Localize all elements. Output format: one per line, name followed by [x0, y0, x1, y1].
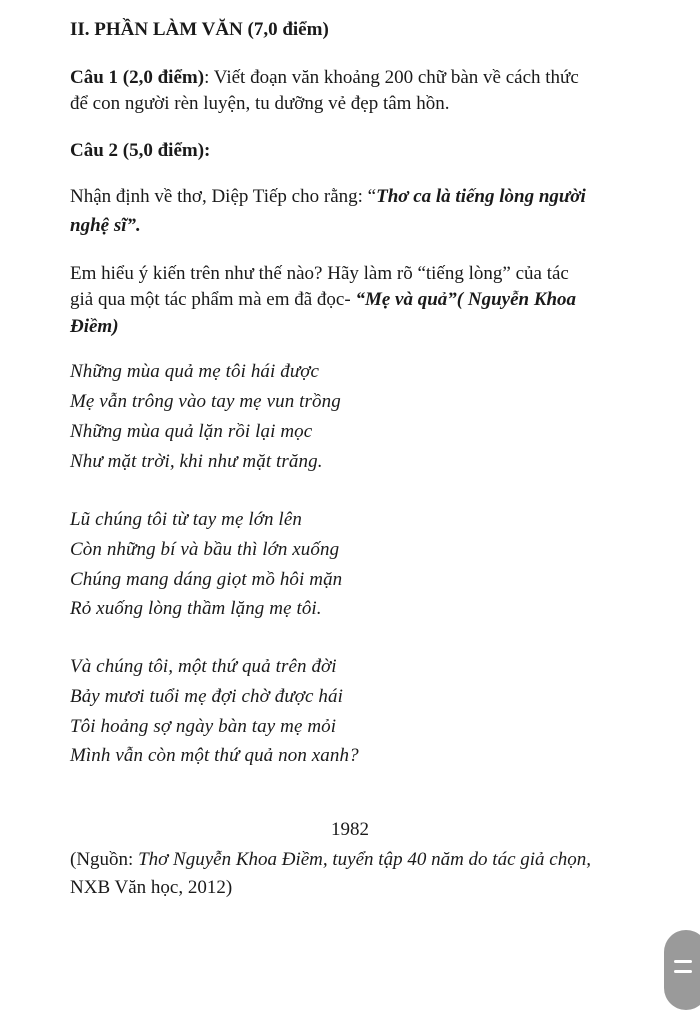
poem-line: Bảy mươi tuổi mẹ đợi chờ được hái: [70, 686, 344, 707]
grip-line-icon: [674, 960, 692, 963]
poem-line: Những mùa quả lặn rồi lại mọc: [70, 421, 313, 442]
question-2-ask-b: giả qua một tác phẩm mà em đã đọc-: [70, 289, 356, 310]
source-line-1: [70, 848, 591, 872]
poem-year: 1982: [331, 819, 369, 840]
question-2-intro-line: [70, 185, 586, 209]
quote-part-b: nghệ sĩ”.: [70, 215, 141, 236]
question-1-label: Câu 1 (2,0 điểm): [70, 67, 205, 88]
poem-line: Chúng mang dáng giọt mồ hôi mặn: [70, 569, 343, 590]
poem-line: Lũ chúng tôi từ tay mẹ lớn lên: [70, 509, 302, 530]
quote-part-a: Thơ ca là tiếng lòng người: [376, 186, 586, 207]
question-1-line-1: [70, 66, 579, 90]
source-prefix: (Nguồn:: [70, 849, 139, 870]
poem-line: Và chúng tôi, một thứ quả trên đời: [70, 656, 337, 677]
poem-line: Tôi hoảng sợ ngày bàn tay mẹ mỏi: [70, 716, 337, 737]
poem-line: Mẹ vẫn trông vào tay mẹ vun trồng: [70, 391, 341, 412]
poem-line: Mình vẫn còn một thứ quả non xanh?: [70, 745, 359, 766]
poem-line: Rỏ xuống lòng thầm lặng mẹ tôi.: [70, 598, 322, 619]
scroll-handle[interactable]: [664, 930, 700, 1010]
poem-line: Như mặt trời, khi như mặt trăng.: [70, 451, 323, 472]
question-2-ask-a: Em hiểu ý kiến trên như thế nào? Hãy làm rõ “tiếng lòng” của tác: [70, 263, 569, 284]
question-1-text-b: để con người rèn luyện, tu dưỡng vẻ đẹp tâm hồn.: [70, 93, 450, 114]
question-2-intro: Nhận định về thơ, Diệp Tiếp cho rằng: “: [70, 186, 377, 207]
poem-line: Những mùa quả mẹ tôi hái được: [70, 361, 320, 382]
grip-line-icon: [674, 970, 692, 973]
question-2-label: Câu 2 (5,0 điểm):: [70, 140, 211, 161]
source-title: Thơ Nguyễn Khoa Điềm, tuyển tập 40 năm do tác giả chọn,: [138, 849, 591, 870]
question-1-text-a: : Viết đoạn văn khoảng 200 chữ bàn về cách thức: [204, 67, 579, 88]
work-title-b: Điềm): [70, 316, 119, 337]
source-line-2: NXB Văn học, 2012): [70, 877, 233, 898]
section-heading: II. PHẦN LÀM VĂN (7,0 điểm): [70, 19, 329, 40]
work-title-a: “Mẹ và quả”( Nguyễn Khoa: [355, 289, 577, 310]
question-2-ask-line-b: [70, 288, 576, 312]
poem-line: Còn những bí và bầu thì lớn xuống: [70, 539, 340, 560]
